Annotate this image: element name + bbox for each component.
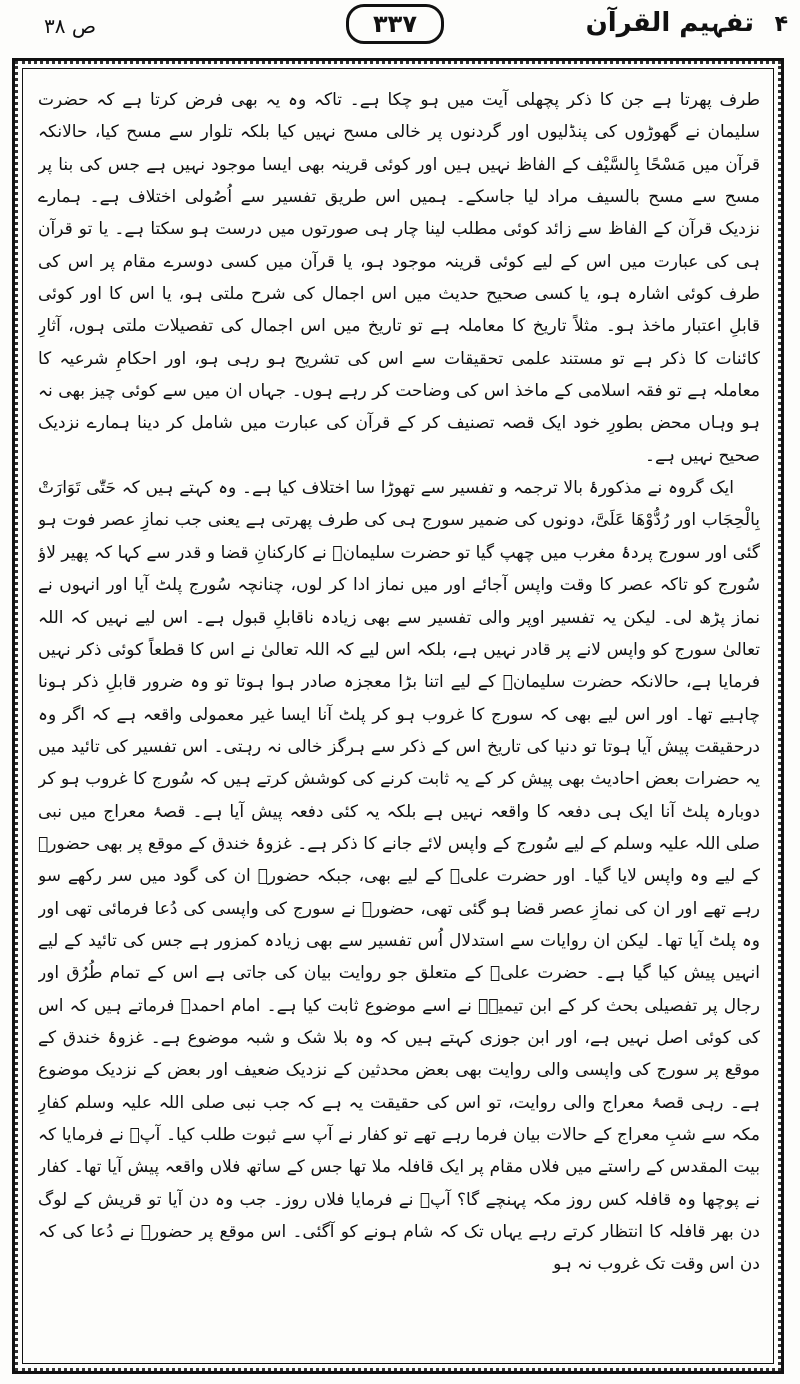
paragraph-2: ایک گروہ نے مذکورۂ بالا ترجمہ و تفسیر سے تھوڑا سا اختلاف کیا ہے۔ وہ کہتے ہیں کہ حَتّٰی تَوَارَتْ بِالْحِجَاب اور رُدُّوْهَا عَلَیَّ، دونوں کی ضمیر سورج ہی کی طرف پھرتی ہے یعنی جب نمازِ عصر فوت ہو گئی اور سورج پردۂ مغرب میں چھپ گیا تو حضرت سلیمانؑ نے کارکنانِ قضا و قدر سے کہا کہ پھیر لاؤ سُورج کو تاکہ عصر کا وقت واپس آجائے اور میں نماز ادا کر لوں، چنانچہ سُورج پلٹ آیا اور انہوں نے نماز پڑھ لی۔ لیکن یہ تفسیر اوپر والی تفسیر سے بھی زیادہ ناقابلِ قبول ہے۔ اس لیے نہیں کہ اللہ تعالیٰ سورج کو واپس لانے پر قادر نہیں ہے، بلکہ اس لیے کہ اللہ تعالیٰ نے اس کا قطعاً کوئی ذکر نہیں فرمایا ہے، حالانکہ حضرت سلیمانؑ کے لیے اتنا بڑا معجزہ صادر ہوا ہوتا تو وہ ضرور قابلِ ذکر ہونا چاہیے تھا۔ اور اس لیے بھی کہ سورج کا غروب ہو کر پلٹ آنا ایسا غیر معمولی واقعہ ہے کہ اگر وہ درحقیقت پیش آیا ہوتا تو دنیا کی تاریخ اس کے ذکر سے ہرگز خالی نہ رہتی۔ اس تفسیر کی تائید میں یہ حضرات بعض احادیث بھی پیش کر کے یہ ثابت کرنے کی کوشش کرتے ہیں کہ سُورج کا غروب ہو کر دوبارہ پلٹ آنا ایک ہی دفعہ کا واقعہ نہیں ہے بلکہ یہ کئی دفعہ پیش آیا ہے۔ قصۂ معراج میں نبی صلی اللہ علیہ وسلم کے لیے سُورج کے واپس لائے جانے کا ذکر ہے۔ غزوۂ خندق کے موقع پر بھی حضورؐ کے لیے وہ واپس لایا گیا۔ اور حضرت علیؓ کے لیے بھی، جبکہ حضورؐ ان کی گود میں سر رکھے سو رہے تھے اور ان کی نمازِ عصر قضا ہو گئی تھی، حضورؐ نے سورج کی واپسی کی دُعا فرمائی تھی اور وہ پلٹ آیا تھا۔ لیکن ان روایات سے استدلال اُس تفسیر سے بھی زیادہ کمزور ہے جس کی تائید کے لیے انہیں پیش کیا گیا ہے۔ حضرت علیؓ کے متعلق جو روایت بیان کی جاتی ہے اس کے تمام طُرُق اور رجال پر تفصیلی بحث کر کے ابن تیمیہؒ نے اسے موضوع ثابت کیا ہے۔ امام احمدؒ فرماتے ہیں کہ اس کی کوئی اصل نہیں ہے، اور ابن جوزی کہتے ہیں کہ وہ بلا شک و شبہ موضوع ہے۔ غزوۂ خندق کے موقع پر سورج کی واپسی والی روایت بھی بعض محدثین کے نزدیک ضعیف اور بعض کے نزدیک موضوع ہے۔ رہی قصۂ معراج والی روایت، تو اس کی حقیقت یہ ہے کہ جب نبی صلی اللہ علیہ وسلم کفارِ مکہ سے شبِ معراج کے حالات بیان فرما رہے تھے تو کفار نے آپ سے ثبوت طلب کیا۔ آپؐ نے فرمایا کہ بیت المقدس کے راستے میں فلاں مقام پر ایک قافلہ ملا تھا جس کے ساتھ فلاں واقعہ پیش آیا تھا۔ کفار نے پوچھا وہ قافلہ کس روز مکہ پہنچے گا؟ آپؐ نے فرمایا فلاں روز۔ جب وہ دن آیا تو قریش کے لوگ دن بھر قافلہ کا انتظار کرتے رہے یہاں تک کہ شام ہونے کو آگئی۔ اس موقع پر حضورؐ نے دُعا کی کہ دن اس وقت تک غروب نہ ہو bbox=[38, 478, 760, 1275]
body-text bbox=[38, 84, 760, 1374]
page-header bbox=[0, 0, 800, 58]
surah-reference: ص ۳۸ bbox=[44, 14, 97, 38]
paragraph-1: طرف پھرتا ہے جن کا ذکر پچھلی آیت میں ہو چکا ہے۔ تاکہ وہ یہ بھی فرض کرتا ہے کہ حضرت سلیمان نے گھوڑوں کی پنڈلیوں اور گردنوں پر خالی مسح نہیں کیا بلکہ تلوار سے مسح کیا، حالانکہ قرآن میں مَسْحًا بِالسَّیْف کے الفاظ نہیں ہیں اور کوئی قرینہ بھی ایسا موجود نہیں ہے جس کی بنا پر مسح سے مسح بالسیف مراد لیا جاسکے۔ ہمیں اس طریق تفسیر سے اُصُولی اختلاف ہے۔ ہمارے نزدیک قرآن کے الفاظ سے زائد کوئی مطلب لینا چار ہی صورتوں میں درست ہو سکتا ہے۔ یا تو قرآن ہی کی عبارت میں اس کے لیے کوئی قرینہ موجود ہو، یا قرآن میں کسی دوسرے مقام پر اس کی طرف کوئی اشارہ ہو، یا کسی صحیح حدیث میں اس اجمال کی شرح ملتی ہو، یا اس کا اور کوئی قابلِ اعتبار ماخذ ہو۔ مثلاً تاریخ کا معاملہ ہے تو تاریخ میں اس اجمال کی تفصیلات ملتی ہوں، آثارِ کائنات کا ذکر ہے تو مستند علمی تحقیقات سے اس کی تشریح ہو رہی ہو، اور احکامِ شرعیہ کا معاملہ ہے تو فقہ اسلامی کے ماخذ اس کی وضاحت کر رہے ہوں۔ جہاں ان میں سے کوئی چیز بھی نہ ہو وہاں محض بطورِ خود ایک قصہ تصنیف کر کے قرآن کی عبارت میں شامل کر دینا ہمارے نزدیک صحیح نہیں ہے۔ bbox=[38, 90, 760, 466]
book-title: تفہیم القرآن bbox=[585, 8, 754, 38]
page-number: ۳۳۷ bbox=[346, 4, 444, 44]
volume-number: ۴ bbox=[774, 12, 788, 37]
